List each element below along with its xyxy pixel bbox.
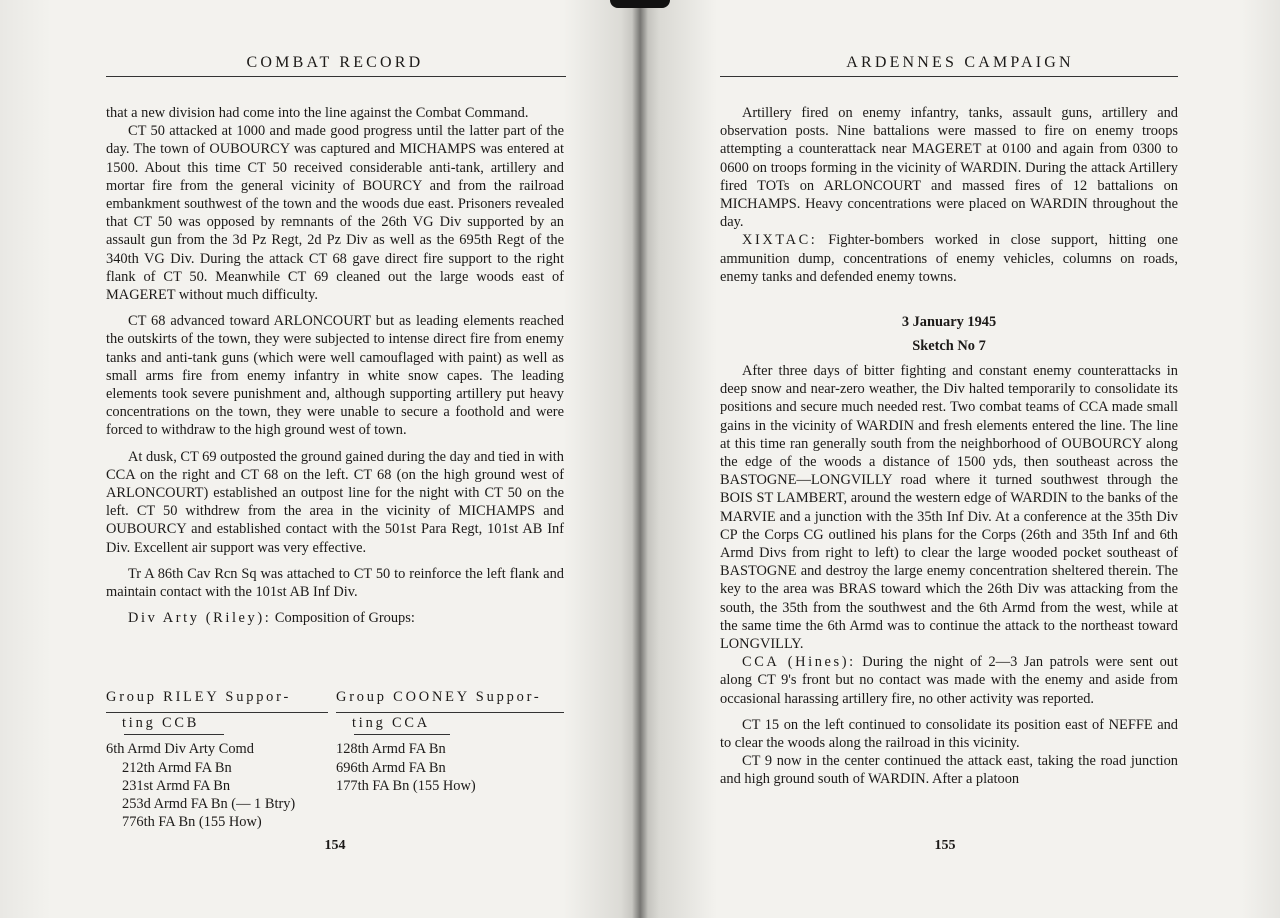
xix-tac-label: XIXTAC: [742, 232, 818, 249]
paragraph: After three days of bitter fighting and constant enemy counterattacks in deep snow and near-zero weather, the Div halted temporarily to consolidate its positions and secure much needed rest. Two combat teams of CCA made small gains in the vicinity of WARDIN and fresh elements entered the line. The line at this time ran generally south from the neighborhood of OUBOURCY along the edge of the woods a distance of 1500 yds, then southeast across the BASTOGNE—LONGVILLY road where it turned southwest through the BOIS ST LAMBERT, around the western edge of WARDIN to the banks of the MARVIE and a junction with the 35th Inf Div. At a conference at the 35th Div CP the Corps CG outlined his plans for the Corps (26th and 35th Inf and 6th Armd Divs from right to left) to clear the large wooded pocket southeast of BASTOGNE and destroy the large enemy concentration sheltered therein. The key to the area was BRAS toward which the 26th Div was attacking from the south, the 35th from the southwest and the 6th Armd from the west, while at the same time the 6th Armd was to continue the attack to the northeast toward LONGVILLY. [720, 363, 1178, 653]
group-riley-rule [106, 712, 328, 713]
cca-paragraph [720, 653, 1178, 708]
paragraph: Tr A 86th Cav Rcn Sq was attached to CT 50 to reinforce the left flank and maintain contact with the 101st AB Inf Div. [106, 565, 564, 601]
div-arty-text: Composition of Groups: [271, 610, 415, 627]
right-body-text-top [720, 104, 1178, 286]
right-body-text-bottom [720, 362, 1178, 789]
group-cooney-heading: Group COONEY Suppor- [336, 689, 542, 705]
page-number-right: 155 [934, 838, 956, 853]
date-heading: 3 January 1945 [901, 314, 997, 330]
paragraph: CT 50 attacked at 1000 and made good progress until the latter part of the day. The town of OUBOURCY was captured and MICHAMPS was entered at 1500. About this time CT 50 received considerable anti-tank, artillery and mortar fire from the general vicinity of BOURCY and from the railroad embankment southwest of the town and the woods due east. Prisoners revealed that CT 50 was opposed by remnants of the 26th VG Div supported by an assault gun from the 3d Pz Regt, 2d Pz Div as well as the 695th Regt of the 340th VG Div. During the attack CT 68 gave direct fire support to the right flank of CT 50. Meanwhile CT 69 cleaned out the large woods east of MAGERET without much difficulty. [106, 123, 564, 304]
binding-notch [610, 0, 670, 8]
group-cooney [336, 688, 566, 795]
cca-label: CCA (Hines): [742, 654, 856, 671]
group-riley-heading: Group RILEY Suppor- [106, 689, 292, 705]
artillery-groups [106, 688, 566, 831]
xix-tac-paragraph [720, 231, 1178, 286]
running-head-right: ARDENNES CAMPAIGN [846, 54, 1074, 71]
page-number-left: 154 [324, 838, 346, 853]
div-arty-label: Div Arty (Riley): [128, 610, 272, 627]
div-arty-paragraph [106, 609, 564, 627]
group-cooney-underline [354, 734, 450, 735]
header-rule-left [106, 76, 566, 77]
group-cooney-item: 128th Armd FA Bn [336, 741, 446, 758]
group-riley-item: 6th Armd Div Arty Comd [106, 741, 254, 758]
group-riley [106, 688, 330, 831]
paragraph: At dusk, CT 69 outposted the ground gained during the day and tied in with CCA on the right and CT 68 on the left. CT 68 (on the high ground west of ARLONCOURT) established an outpost line for the night with CT 50 on the left. CT 50 withdrew from the area in the vicinity of MICHAMPS and OUBOURCY and established contact with the 501st Para Regt, 101st AB Inf Div. Excellent air support was very effective. [106, 448, 564, 556]
header-rule-right [720, 76, 1178, 77]
book-gutter [632, 0, 648, 918]
group-riley-item: 231st Armd FA Bn [122, 777, 231, 794]
group-cooney-item: 177th FA Bn (155 How) [336, 777, 476, 794]
sketch-heading: Sketch No 7 [912, 338, 986, 354]
xix-tac-text: Fighter-bombers worked in close support, hitting one ammunition dump, concentrations of enemy vehicles, columns on roads, enemy tanks and defended enemy towns. [720, 232, 1178, 285]
group-cooney-heading-cont: ting CCA [352, 715, 430, 732]
paragraph: CT 15 on the left continued to consolidate its position east of NEFFE and to clear the woods along the railroad in this vicinity. [720, 716, 1178, 752]
right-page [640, 0, 1280, 918]
group-cooney-item: 696th Armd FA Bn [336, 759, 446, 776]
group-riley-item: 776th FA Bn (155 How) [122, 814, 262, 831]
group-riley-item: 212th Armd FA Bn [122, 759, 232, 776]
cca-text: During the night of 2—3 Jan patrols were sent out along CT 9's front but no contact was made with the enemy and aside from occasional harassing artillery fire, no other activity was reported. [720, 654, 1179, 707]
group-riley-underline [124, 734, 224, 735]
paragraph: that a new division had come into the line against the Combat Command. [106, 105, 529, 121]
paragraph: CT 9 now in the center continued the attack east, taking the road junction and high ground south of WARDIN. After a platoon [720, 753, 1178, 788]
running-head-left: COMBAT RECORD [246, 54, 424, 71]
group-cooney-rule [336, 712, 564, 713]
left-body-text [106, 104, 564, 627]
paragraph: Artillery fired on enemy infantry, tanks, assault guns, artillery and observation posts. Nine battalions were massed to fire on enemy troops attempting a counterattack near MAGERET at 0100 and again from 0300 to 0600 on troops forming in the vicinity of WARDIN. During the attack Artillery fired TOTs on ARLONCOURT and massed fires of 12 battalions on MICHAMPS. Heavy concentrations were placed on WARDIN throughout the day. [720, 105, 1178, 231]
group-riley-heading-cont: ting CCB [122, 715, 200, 732]
paragraph: CT 68 advanced toward ARLONCOURT but as leading elements reached the outskirts of the town, they were subjected to intense direct fire from enemy tanks and anti-tank guns (which were well camouflaged with paint) as well as small arms fire from enemy infantry in white snow capes. The leading elements took severe punishment and, although supporting artillery put heavy concentrations on the town, they were unable to secure a foothold and were forced to withdraw to the high ground west of town. [106, 313, 564, 439]
group-riley-item: 253d Armd FA Bn (— 1 Btry) [122, 796, 296, 813]
